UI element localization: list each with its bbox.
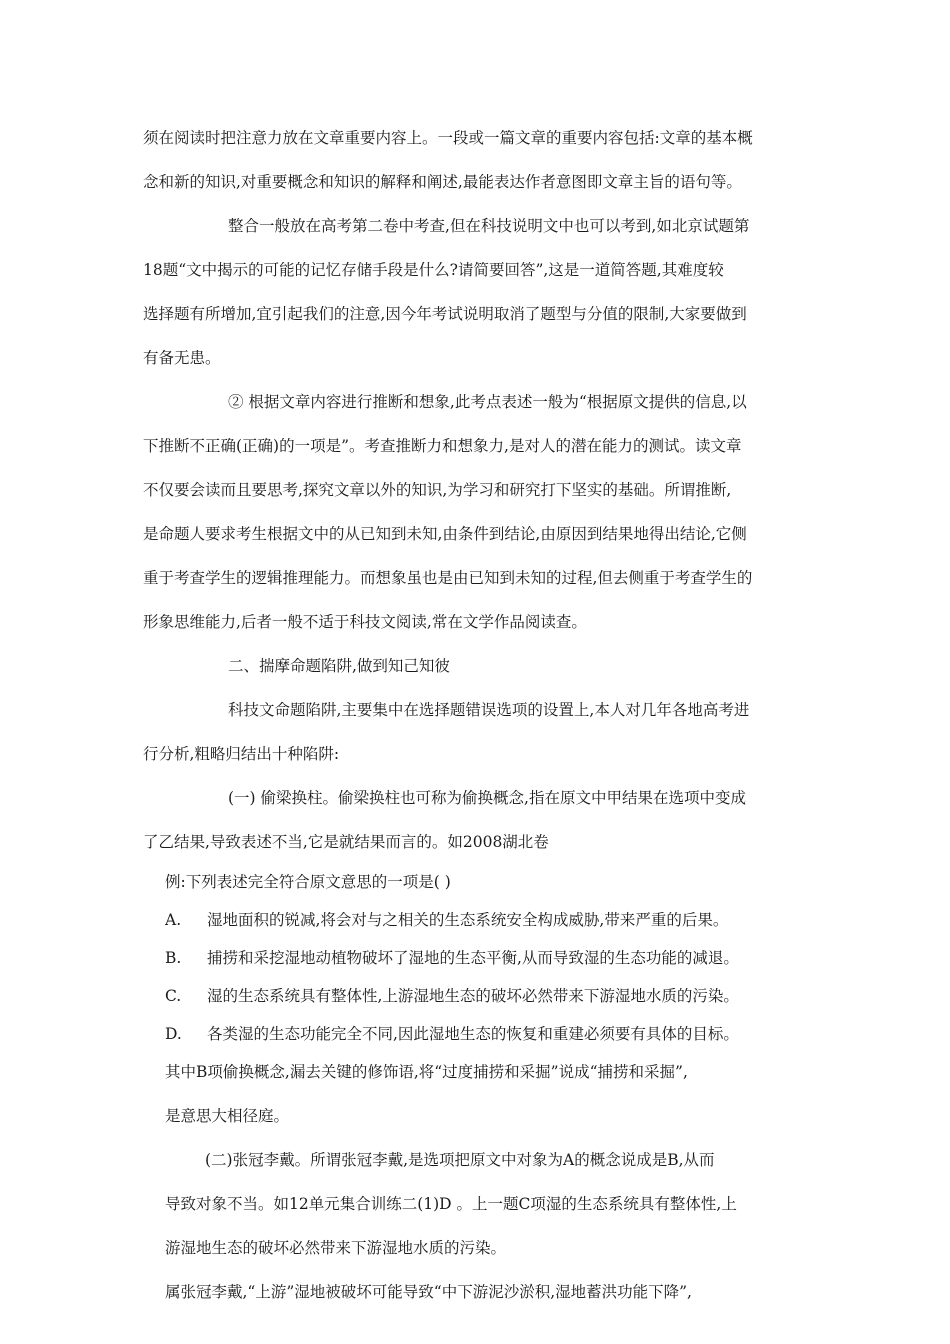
paragraph-line: (一) 偷梁换柱。偷梁换柱也可称为偷换概念,指在原文中甲结果在选项中变成 <box>228 789 746 807</box>
option-letter: B. <box>165 949 182 967</box>
option-c <box>165 985 811 1007</box>
paragraph-line: 形象思维能力,后者一般不适于科技文阅读,常在文学作品阅读查。 <box>143 613 587 631</box>
paragraph-line: 念和新的知识,对重要概念和知识的解释和阐述,最能表达作者意图即文章主旨的语句等。 <box>143 173 742 191</box>
paragraph-line: 行分析,粗略归结出十种陷阱: <box>143 745 340 763</box>
option-text: 各类湿的生态功能完全不同,因此湿地生态的恢复和重建必须要有具体的目标。 <box>207 1025 739 1043</box>
paragraph-line: 了乙结果,导致表述不当,它是就结果而言的。如2008湖北卷 <box>143 833 549 851</box>
paragraph-line: 是命题人要求考生根据文中的从已知到未知,由条件到结论,由原因到结果地得出结论,它侧 <box>143 525 747 543</box>
paragraph-line: 18题“文中揭示的可能的记忆存储手段是什么?请简要回答”,这是一道简答题,其难度较 <box>143 261 724 279</box>
section-heading: 二、揣摩命题陷阱,做到知己知彼 <box>228 657 450 675</box>
paragraph-line: 选择题有所增加,宜引起我们的注意,因今年考试说明取消了题型与分值的限制,大家要做到 <box>143 305 747 323</box>
paragraph-line: 导致对象不当。如12单元集合训练二(1)D 。上一题C项湿的生态系统具有整体性,上 <box>165 1195 737 1213</box>
option-d <box>165 1023 811 1045</box>
paragraph-line: 整合一般放在高考第二卷中考查,但在科技说明文中也可以考到,如北京试题第 <box>228 217 750 235</box>
paragraph-line: ② 根据文章内容进行推断和想象,此考点表述一般为“根据原文提供的信息,以 <box>228 393 747 411</box>
paragraph-line: (二)张冠李戴。所谓张冠李戴,是选项把原文中对象为A的概念说成是B,从而 <box>205 1151 715 1169</box>
paragraph-line: 其中B项偷换概念,漏去关键的修饰语,将“过度捕捞和采掘”说成“捕捞和采掘”, <box>165 1063 688 1081</box>
paragraph-line: 不仅要会读而且要思考,探究文章以外的知识,为学习和研究打下坚实的基础。所谓推断, <box>143 481 732 499</box>
option-text: 湿的生态系统具有整体性,上游湿地生态的破坏必然带来下游湿地水质的污染。 <box>207 987 739 1005</box>
paragraph-line: 须在阅读时把注意力放在文章重要内容上。一段或一篇文章的重要内容包括:文章的基本概 <box>143 129 753 147</box>
paragraph-line: 是意思大相径庭。 <box>165 1107 290 1125</box>
option-letter: A. <box>165 911 182 929</box>
option-letter: D. <box>165 1025 182 1043</box>
paragraph-line: 科技文命题陷阱,主要集中在选择题错误选项的设置上,本人对几年各地高考进 <box>228 701 750 719</box>
paragraph-line: 重于考查学生的逻辑推理能力。而想象虽也是由已知到未知的过程,但去侧重于考查学生的 <box>143 569 753 587</box>
paragraph-line: 属张冠李戴,“上游”湿地被破坏可能导致“中下游泥沙淤积,湿地蓄洪功能下降”, <box>165 1283 692 1301</box>
option-text: 湿地面积的锐减,将会对与之相关的生态系统安全构成威胁,带来严重的后果。 <box>207 911 729 929</box>
paragraph-line: 下推断不正确(正确)的一项是”。考查推断力和想象力,是对人的潜在能力的测试。读文章 <box>143 437 742 455</box>
option-text: 捕捞和采挖湿地动植物破坏了湿地的生态平衡,从而导致湿的生态功能的减退。 <box>207 949 739 967</box>
option-a <box>165 909 811 931</box>
paragraph-line: 游湿地生态的破坏必然带来下游湿地水质的污染。 <box>165 1239 507 1257</box>
paragraph-line: 有备无患。 <box>143 349 221 367</box>
option-letter: C. <box>165 987 182 1005</box>
option-b <box>165 947 811 969</box>
example-question: 例:下列表述完全符合原文意思的一项是( ) <box>165 873 451 891</box>
